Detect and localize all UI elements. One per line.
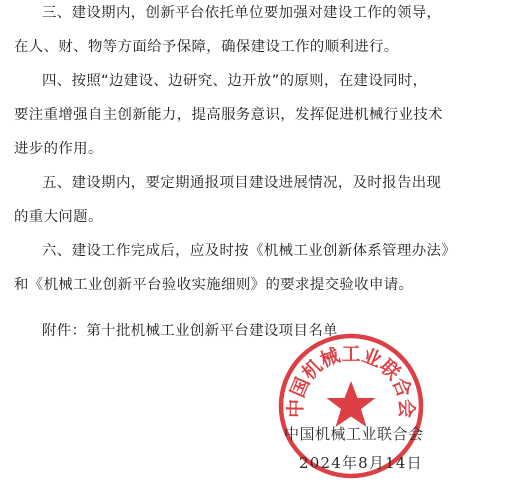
signature-organization: 中国机械工业联合会	[284, 425, 424, 443]
paragraph-4-line-2: 要注重增强自主创新能力，提高服务意识，发挥促进机械行业技术	[14, 107, 443, 123]
attachment-line: 附件：第十批机械工业创新平台建设项目名单	[42, 323, 338, 339]
paragraph-4-line-1: 四、按照“边建设、边研究、边开放”的原则，在建设同时，	[42, 73, 428, 89]
paragraph-5-line-1: 五、建设期内，要定期通报项目建设进展情况，及时报告出现	[42, 175, 442, 191]
signature-date: 2024年8月14日	[299, 454, 423, 472]
seal-arc-text: 中国机械工业联合会	[284, 343, 418, 419]
paragraph-3-line-1: 三、建设期内，创新平台依托单位要加强对建设工作的领导，	[42, 5, 442, 21]
paragraph-6-line-1: 六、建设工作完成后，应及时按《机械工业创新体系管理办法》	[42, 243, 457, 259]
paragraph-3-line-2: 在人、财、物等方面给予保障，确保建设工作的顺利进行。	[14, 39, 399, 55]
paragraph-4-line-3: 进步的作用。	[14, 141, 103, 157]
paragraph-6-line-2: 和《机械工业创新平台验收实施细则》的要求提交验收申请。	[14, 277, 414, 293]
paragraph-5-line-2: 的重大问题。	[14, 209, 103, 225]
seal-star-icon	[327, 381, 376, 427]
